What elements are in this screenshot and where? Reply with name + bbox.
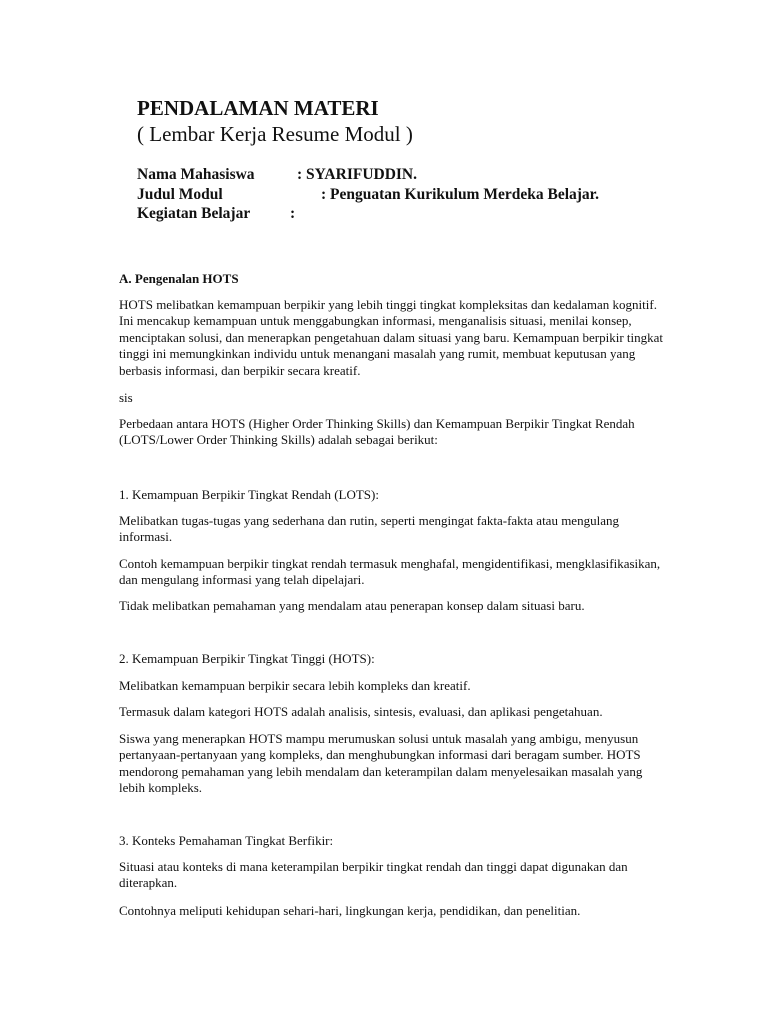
point-3-paragraph-1 <box>119 859 719 892</box>
document-title: PENDALAMAN MATERI <box>137 96 379 120</box>
paragraph-line: pertanyaan-pertanyaan yang kompleks, dan menghubungkan informasi dari beragam sumber. HOTS <box>119 747 641 763</box>
paragraph-line: HOTS melibatkan kemampuan berpikir yang lebih tinggi tingkat kompleksitas dan kedalaman kognitif. <box>119 297 657 312</box>
paragraph-line: mendorong pemahaman yang lebih mendalam dan keterampilan dalam menyelesaikan masalah yang <box>119 763 643 779</box>
paragraph-line: tinggi ini memungkinkan individu untuk menangani masalah yang rumit, membuat keputusan yang <box>119 346 636 362</box>
paragraph-line: Contoh kemampuan berpikir tingkat rendah termasuk menghafal, mengidentifikasi, mengklasifikasikan, <box>119 556 661 571</box>
paragraph-line: diterapkan. <box>119 875 178 891</box>
meta-activity-value: : <box>290 205 296 222</box>
paragraph-line: Siswa yang menerapkan HOTS mampu merumuskan solusi untuk masalah yang ambigu, menyusun <box>119 731 639 746</box>
paragraph-line: Situasi atau konteks di mana keterampilan berpikir tingkat rendah dan tinggi dapat digunakan dan <box>119 859 628 874</box>
paragraph-line: menciptakan solusi, dan menerapkan pengetahuan dalam situasi yang baru. Kemampuan berpikir tingkat <box>119 329 664 345</box>
meta-activity-label: Kegiatan Belajar <box>137 205 251 222</box>
point-1-heading: 1. Kemampuan Berpikir Tingkat Rendah (LOTS): <box>119 487 379 502</box>
point-2-paragraph-2: Termasuk dalam kategori HOTS adalah analisis, sintesis, evaluasi, dan aplikasi pengetahuan. <box>119 704 603 719</box>
paragraph-line: berbasis informasi, dan berpikir secara kreatif. <box>119 362 361 378</box>
point-1-paragraph-3: Tidak melibatkan pemahaman yang mendalam atau penerapan konsep dalam situasi baru. <box>119 598 585 613</box>
meta-student-value: : SYARIFUDDIN. <box>297 166 417 183</box>
paragraph-line: lebih kompleks. <box>119 780 203 796</box>
paragraph-line: Perbedaan antara HOTS (Higher Order Thinking Skills) dan Kemampuan Berpikir Tingkat Rendah <box>119 416 635 431</box>
meta-student-label: Nama Mahasiswa <box>137 166 255 183</box>
point-3-heading: 3. Konteks Pemahaman Tingkat Berfikir: <box>119 833 334 848</box>
meta-module-label: Judul Modul <box>137 186 223 203</box>
paragraph-line: (LOTS/Lower Order Thinking Skills) adalah sebagai berikut: <box>119 432 438 448</box>
point-3-paragraph-2: Contohnya meliputi kehidupan sehari-hari, lingkungan kerja, pendidikan, dan penelitian. <box>119 903 581 918</box>
document-subtitle: ( Lembar Kerja Resume Modul ) <box>137 122 413 146</box>
point-2-paragraph-3 <box>119 731 719 797</box>
section-a-paragraph-2 <box>119 416 719 449</box>
section-a-stray-text: sis <box>119 390 133 405</box>
meta-module-value: : Penguatan Kurikulum Merdeka Belajar. <box>321 186 600 203</box>
section-a-paragraph-1 <box>119 297 719 379</box>
point-2-heading: 2. Kemampuan Berpikir Tingkat Tinggi (HOTS): <box>119 651 375 666</box>
paragraph-line: Ini mencakup kemampuan untuk menggabungkan informasi, menganalisis situasi, menilai konsep, <box>119 313 632 329</box>
paragraph-line: Melibatkan tugas-tugas yang sederhana dan rutin, seperti mengingat fakta-fakta atau mengulang <box>119 513 619 528</box>
section-a-heading: A. Pengenalan HOTS <box>119 271 239 286</box>
point-2-paragraph-1: Melibatkan kemampuan berpikir secara lebih kompleks dan kreatif. <box>119 678 471 693</box>
point-1-paragraph-2 <box>119 556 719 589</box>
paragraph-line: informasi. <box>119 529 173 545</box>
paragraph-line: dan mengulang informasi yang telah dipelajari. <box>119 572 365 588</box>
point-1-paragraph-1 <box>119 513 719 546</box>
